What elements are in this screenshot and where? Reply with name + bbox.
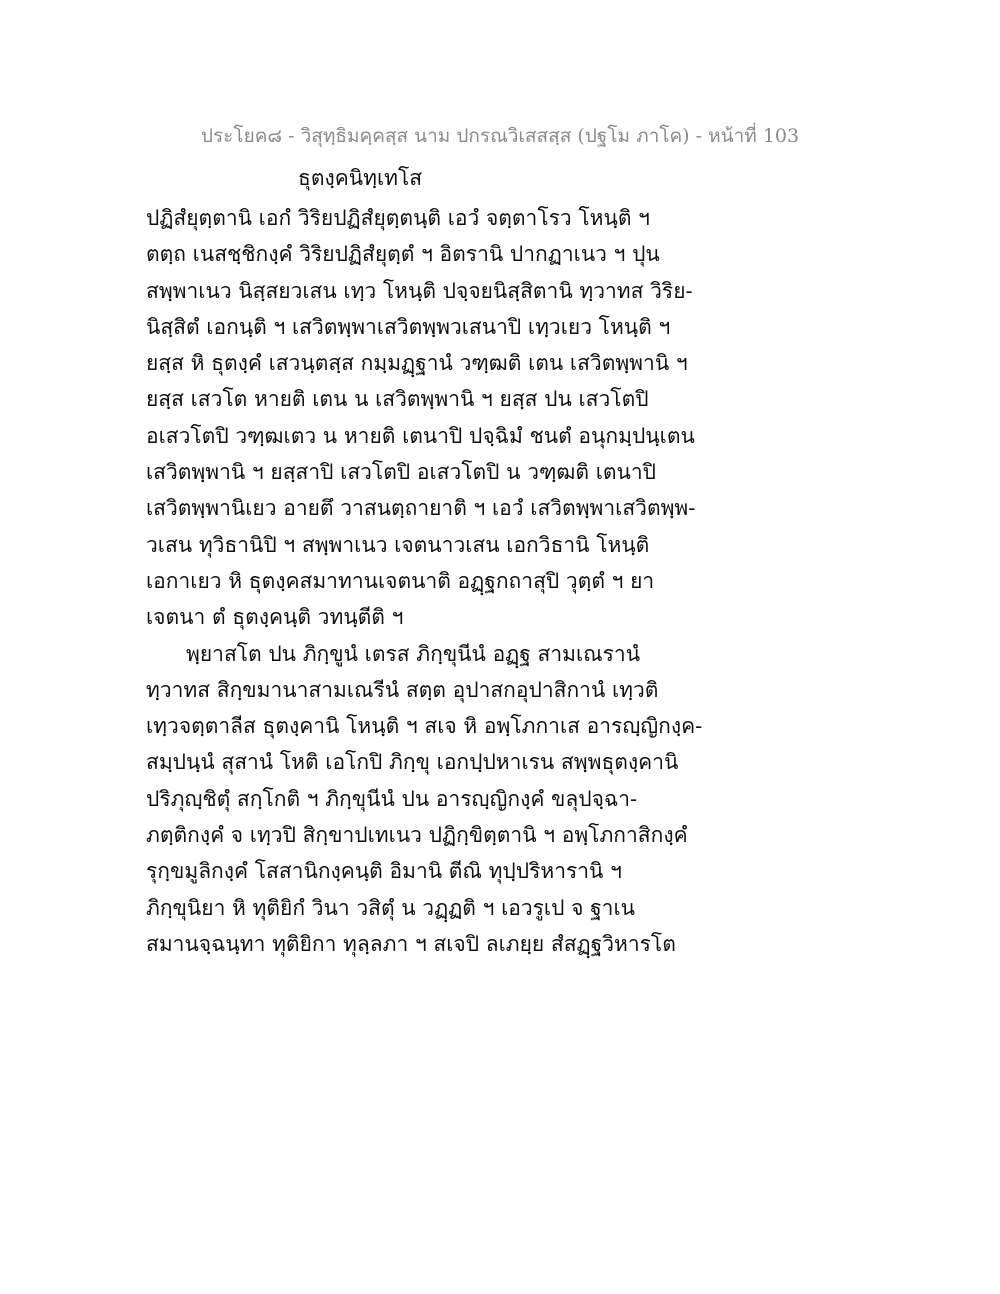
section-heading: ธุตงฺคนิทฺเทโส — [298, 166, 423, 190]
text-line-9: เสวิตพฺพานิเยว อายตึ วาสนตฺถายาติ ฯ เอวํ เสวิตพฺพาเสวิตพฺพ- — [146, 496, 696, 521]
text-line-11: เอกาเยว หิ ธุตงฺคสมาทานเจตนาติ อฏฺฐกถาสุปิ วุตฺตํ ฯ ยา — [146, 568, 655, 593]
text-line-10: วเสน ทุวิธานิปิ ฯ สพฺพาเนว เจตนาวเสน เอกวิธานิ โหนฺติ — [146, 532, 650, 557]
paragraph-start-text: พฺยาสโต ปน ภิกฺขูนํ เตรส — [186, 641, 410, 666]
text-line-19: รุกฺขมูลิกงฺคํ โสสานิกงฺคนฺติ อิมานิ ตีณิ ทุปฺปริหารานิ ฯ — [146, 859, 622, 884]
text-line-17: ปริภุญฺชิตุํ สกฺโกติ ฯ ภิกฺขุนีนํ ปน อารญฺญิกงฺคํ ขลุปจฺฉา- — [146, 786, 638, 811]
text-line-13: ภิกฺขุนีนํ อฏฺฐ สามเณรานํ — [416, 641, 641, 666]
text-line-16: สมฺปนฺนํ สุสานํ โหติ เอโกปิ ภิกฺขุ เอกปฺปหาเรน สพฺพธุตงฺคานิ — [146, 750, 679, 775]
text-line-18: ภตฺติกงฺคํ จ เทฺวปิ สิกฺขาปเทเนว ปฏิกฺขิตฺตานิ ฯ อพฺโภกาสิกงฺคํ — [146, 823, 688, 848]
text-line-21: สมานจฺฉนฺทา ทุติยิกา ทุลฺลภา ฯ สเจปิ ลเภยฺย สํสฏฺฐวิหารโต — [146, 931, 676, 956]
text-line-8: เสวิตพฺพานิ ฯ ยสฺสาปิ เสวโตปิ อเสวโตปิ น วฑฺฒติ เตนาปิ — [146, 460, 656, 485]
text-line-20: ภิกฺขุนิยา หิ ทุติยิกํ วินา วสิตุํ น วฏฺฏติ ฯ เอวรูเป จ ฐาเน — [146, 895, 636, 920]
text-line-3: สพฺพาเนว นิสฺสยวเสน เทฺว โหนฺติ ปจฺจยนิสฺสิตานิ ทฺวาทส วิริย- — [146, 278, 693, 303]
text-line-15: เทฺวจตฺตาลีส ธุตงฺคานิ โหนฺติ ฯ สเจ หิ อพฺโภกาเส อารญฺญิกงฺค- — [146, 714, 703, 739]
text-line-7: อเสวโตปิ วฑฺฒเตว น หายติ เตนาปิ ปจฺฉิมํ ชนตํ อนุกมฺปนฺเตน — [146, 423, 695, 448]
running-header: ประโยค๘ - วิสุทฺธิมคฺคสฺส นาม ปกรณวิเสสสฺส (ปฐโม ภาโค) - หน้าที่ 103 — [200, 125, 800, 147]
text-line-4: นิสฺสิตํ เอกนฺติ ฯ เสวิตพฺพาเสวิตพฺพวเสนาปิ เทฺวเยว โหนฺติ ฯ — [146, 314, 671, 339]
text-line-2: ตตฺถ เนสชฺชิกงฺคํ วิริยปฏิสํยุตฺตํ ฯ อิตรานิ ปากฏาเนว ฯ ปุน — [146, 242, 660, 267]
text-line-6: ยสฺส เสวโต หายติ เตน น เสวิตพฺพานิ ฯ ยสฺส ปน เสวโตปิ — [146, 387, 649, 412]
paragraph-start-line — [146, 636, 866, 672]
text-line-12: เจตนา ตํ ธุตงฺคนฺติ วทนฺตีติ ฯ — [146, 605, 404, 630]
text-line-1: ปฏิสํยุตฺตานิ เอกํ วิริยปฏิสํยุตฺตนฺติ เอวํ จตฺตาโรว โหนฺติ ฯ — [146, 206, 650, 230]
text-line-5: ยสฺส หิ ธุตงฺคํ เสวนฺตสฺส กมฺมฏฺฐานํ วฑฺฒติ เตน เสวิตพฺพานิ ฯ — [146, 351, 688, 376]
body-text — [146, 200, 866, 962]
text-line-14: ทฺวาทส สิกฺขมานาสามเณรีนํ สตฺต อุปาสกอุปาสิกานํ เทฺวติ — [146, 677, 659, 702]
